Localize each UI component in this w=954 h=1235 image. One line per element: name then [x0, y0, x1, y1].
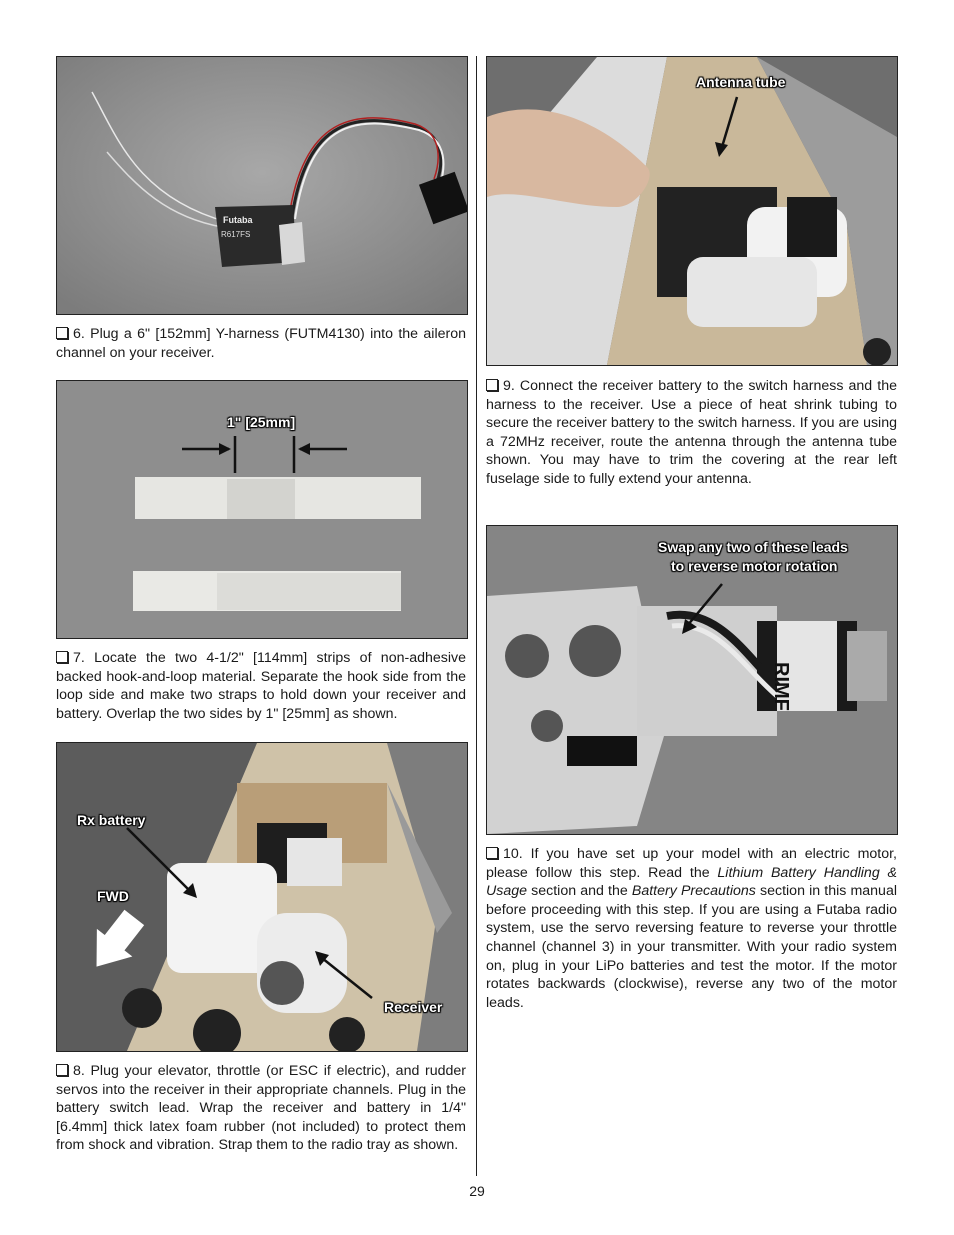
antenna-tube-label: Antenna tube [696, 74, 786, 90]
step-6: 6. Plug a 6" [152mm] Y-harness (FUTM4130) into the aileron channel on your receiver. [56, 326, 466, 361]
swap-leads-label-line1: Swap any two of these leads [658, 539, 848, 555]
checkbox-icon[interactable] [486, 847, 498, 859]
checkbox-icon[interactable] [56, 651, 68, 663]
hook-and-loop-photo [56, 380, 468, 639]
receiver-label: Receiver [384, 999, 443, 1015]
measurement-label: 1" [25mm] [227, 414, 296, 430]
rx-battery-label: Rx battery [77, 812, 146, 828]
fuselage-photo [486, 56, 898, 366]
receiver-brand-text: Futaba [223, 215, 253, 225]
checkbox-icon[interactable] [56, 1064, 68, 1076]
motor-photo [486, 525, 898, 835]
step-7: 7. Locate the two 4-1/2" [114mm] strips of non-adhesive backed hook-and-loop material. Separate the hook side from the loop side and make two straps to hold down your receiver and battery. Overlap the two sides by 1" [25mm] as shown. [56, 650, 466, 722]
step-8: 8. Plug your elevator, throttle (or ESC if electric), and rudder servos into the receiver in their appropriate channels. Plug in the battery switch lead. Wrap the receiver and battery in 1/4" [6.4mm] thick latex foam rubber (not included) to protect them from shock and vibration. Strap them to the radio tray as shown. [56, 1063, 466, 1154]
step-9: 9. Connect the receiver battery to the switch harness and the harness to the receiver. Use a piece of heat shrink tubing to secure the receiver battery to the switch harness. If you are using a 72MHz receiver, route the antenna through the antenna tube shown. You may have to trim the covering at the rear left fuselage side to fully extend your antenna. [486, 378, 897, 487]
checkbox-icon[interactable] [56, 327, 68, 339]
column-divider [476, 56, 477, 1176]
fwd-label: FWD [97, 888, 129, 904]
receiver-photo [56, 56, 468, 315]
motor-brand-text: RIMF [770, 662, 792, 711]
page-number: 29 [469, 1183, 485, 1199]
receiver-model-text: R617FS [221, 230, 251, 239]
radio-tray-photo [56, 742, 468, 1052]
swap-leads-label-line2: to reverse motor rotation [671, 558, 838, 574]
step-10: 10. If you have set up your model with an electric motor, please follow this step. Read the Lithium Battery Handling & Usage section and the Battery Precautions section in this manual before proceeding with this step. If you are using a Futaba radio system, use the servo reversing feature to reverse your throttle channel (channel 3) in your transmitter. With your radio system on, plug in your LiPo batteries and test the motor. If the motor rotates backwards (clockwise), reverse any two of the motor leads. [486, 846, 897, 1011]
checkbox-icon[interactable] [486, 379, 498, 391]
